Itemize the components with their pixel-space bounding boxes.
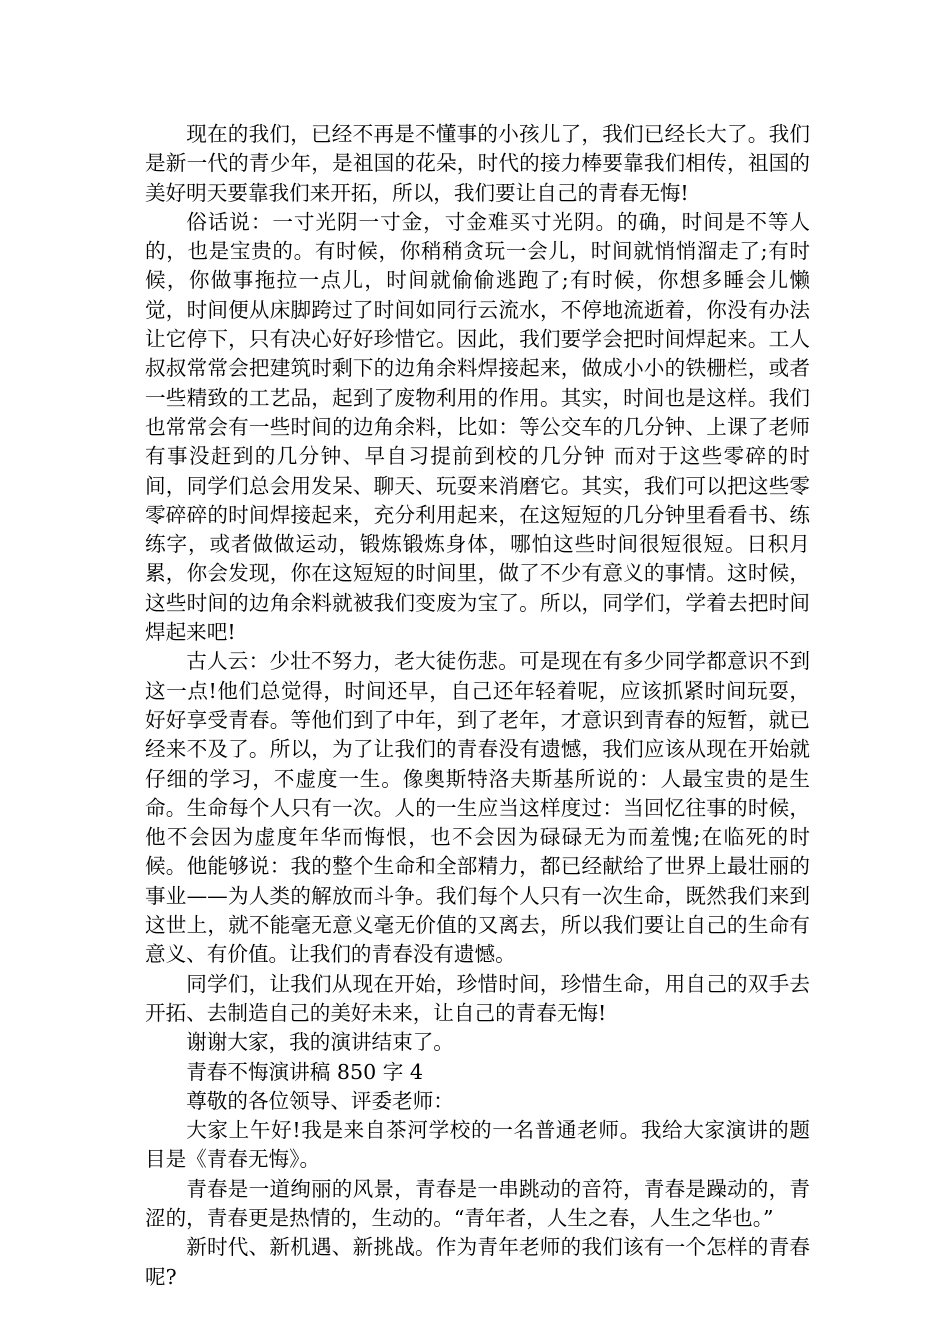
salutation-line: 尊敬的各位领导、评委老师：	[186, 1088, 454, 1113]
paragraph-youth-scenery: 青春是一道绚丽的风景，青春是一串跳动的音符，青春是躁动的，青涩的，青春更是热情的，生动的。“青年者，人生之春，人生之华也。”	[145, 1176, 810, 1230]
paragraph-cherish-youth: 现在的我们，已经不再是不懂事的小孩儿了，我们已经长大了。我们是新一代的青少年，是祖国的花朵，时代的接力棒要靠我们相传，祖国的美好明天要靠我们来开拓，所以，我们要让自己的青春无悔!	[145, 122, 810, 205]
closing-line: 谢谢大家，我的演讲结束了。	[186, 1030, 454, 1055]
document-page	[145, 120, 810, 1292]
paragraph-ancient-saying: 古人云：少壮不努力，老大徒伤悲。可是现在有多少同学都意识不到这一点!他们总觉得，时间还早，自己还年轻着呢，应该抓紧时间玩耍，好好享受青春。等他们到了中年，到了老年，才意识到青春的短暂，就已经来不及了。所以，为了让我们的青春没有遗憾，我们应该从现在开始就仔细的学习，不虚度一生。像奥斯特洛夫斯基所说的：人最宝贵的是生命。生命每个人只有一次。人的一生应当这样度过：当回忆往事的时候，他不会因为虚度年华而悔恨，也不会因为碌碌无为而羞愧;在临死的时候。他能够说：我的整个生命和全部精力，都已经献给了世界上最壮丽的事业——为人类的解放而斗争。我们每个人只有一次生命，既然我们来到这世上，就不能毫无意义毫无价值的又离去，所以我们要让自己的生命有意义、有价值。让我们的青春没有遗憾。	[145, 649, 810, 967]
paragraph-time-welding: 俗话说：一寸光阴一寸金，寸金难买寸光阴。的确，时间是不等人的，也是宝贵的。有时候，你稍稍贪玩一会儿，时间就悄悄溜走了;有时候，你做事拖拉一点儿，时间就偷偷逃跑了;有时候，你想多睡会儿懒觉，时间便从床脚跨过了时间如同行云流水，不停地流逝着，你没有办法让它停下，只有决心好好珍惜它。因此，我们要学会把时间焊起来。工人叔叔常常会把建筑时剩下的边角余料焊接起来，做成小小的铁栅栏，或者一些精致的工艺品，起到了废物利用的作用。其实，时间也是这样。我们也常常会有一些时间的边角余料，比如：等公交车的几分钟、上课了老师有事没赶到的几分钟、早自习提前到校的几分钟 而对于这些零碎的时间，同学们总会用发呆、聊天、玩耍来消磨它。其实，我们可以把这些零零碎碎的时间焊接起来，充分利用起来，在这短短的几分钟里看看书、练练字，或者做做运动，锻炼锻炼身体，哪怕这些时间很短很短。日积月累，你会发现，你在这短短的时间里，做了不少有意义的事情。这时候，这些时间的边角余料就被我们变废为宝了。所以，同学们，学着去把时间焊起来吧!	[145, 209, 810, 645]
section-title: 青春不悔演讲稿 850 字 4	[186, 1059, 423, 1084]
paragraph-greeting: 大家上午好!我是来自茶河学校的一名普通老师。我给大家演讲的题目是《青春无悔》。	[145, 1118, 810, 1172]
paragraph-new-era: 新时代、新机遇、新挑战。作为青年老师的我们该有一个怎样的青春呢?	[145, 1235, 810, 1289]
paragraph-call-to-action: 同学们，让我们从现在开始，珍惜时间，珍惜生命，用自己的双手去开拓、去制造自己的美好未来，让自己的青春无悔!	[145, 971, 810, 1025]
